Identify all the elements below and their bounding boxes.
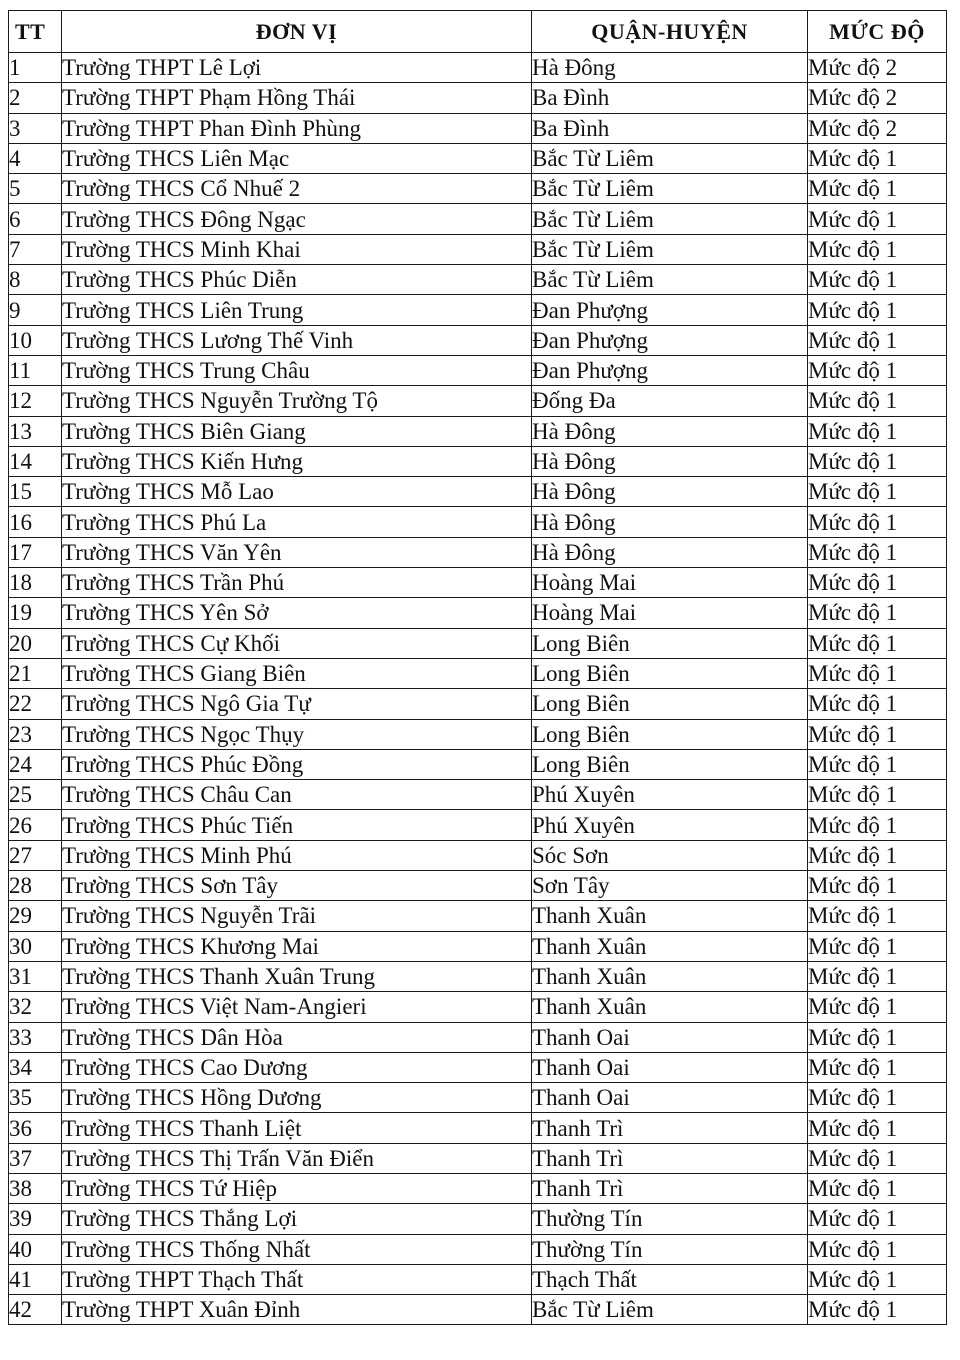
cell-district: Đống Đa <box>532 386 808 416</box>
cell-tt: 24 <box>9 749 62 779</box>
table-row <box>9 689 947 719</box>
cell-tt: 18 <box>9 568 62 598</box>
cell-unit: Trường THCS Mỗ Lao <box>62 477 532 507</box>
table-row <box>9 1264 947 1294</box>
table-row <box>9 1022 947 1052</box>
cell-unit: Trường THCS Lương Thế Vinh <box>62 325 532 355</box>
cell-level: Mức độ 1 <box>808 537 947 567</box>
cell-unit: Trường THCS Hồng Dương <box>62 1083 532 1113</box>
cell-tt: 12 <box>9 386 62 416</box>
table-row <box>9 1295 947 1325</box>
cell-tt: 6 <box>9 204 62 234</box>
cell-tt: 17 <box>9 537 62 567</box>
cell-level: Mức độ 1 <box>808 628 947 658</box>
cell-unit: Trường THCS Thống Nhất <box>62 1234 532 1264</box>
cell-tt: 8 <box>9 265 62 295</box>
cell-unit: Trường THCS Thanh Liệt <box>62 1113 532 1143</box>
cell-district: Hoàng Mai <box>532 568 808 598</box>
cell-district: Thanh Oai <box>532 1083 808 1113</box>
cell-unit: Trường THCS Châu Can <box>62 780 532 810</box>
table-row <box>9 477 947 507</box>
cell-unit: Trường THCS Phúc Đồng <box>62 749 532 779</box>
cell-unit: Trường THPT Lê Lợi <box>62 53 532 83</box>
cell-tt: 7 <box>9 234 62 264</box>
cell-tt: 5 <box>9 174 62 204</box>
cell-tt: 2 <box>9 83 62 113</box>
table-row <box>9 1083 947 1113</box>
header-tt: TT <box>9 11 62 53</box>
table-row <box>9 537 947 567</box>
cell-unit: Trường THCS Thanh Xuân Trung <box>62 961 532 991</box>
table-header <box>9 11 947 53</box>
cell-tt: 10 <box>9 325 62 355</box>
table-row <box>9 901 947 931</box>
cell-level: Mức độ 1 <box>808 325 947 355</box>
cell-level: Mức độ 1 <box>808 992 947 1022</box>
cell-district: Long Biên <box>532 628 808 658</box>
table-row <box>9 961 947 991</box>
cell-tt: 35 <box>9 1083 62 1113</box>
cell-unit: Trường THCS Trung Châu <box>62 355 532 385</box>
table-row <box>9 1234 947 1264</box>
cell-district: Bắc Từ Liêm <box>532 204 808 234</box>
header-unit: ĐƠN VỊ <box>62 11 532 53</box>
cell-tt: 3 <box>9 113 62 143</box>
cell-tt: 30 <box>9 931 62 961</box>
table-row <box>9 840 947 870</box>
table-row <box>9 1204 947 1234</box>
cell-level: Mức độ 1 <box>808 507 947 537</box>
cell-tt: 11 <box>9 355 62 385</box>
cell-unit: Trường THCS Cự Khối <box>62 628 532 658</box>
cell-tt: 42 <box>9 1295 62 1325</box>
cell-unit: Trường THCS Minh Phú <box>62 840 532 870</box>
cell-district: Đan Phượng <box>532 325 808 355</box>
cell-unit: Trường THCS Sơn Tây <box>62 871 532 901</box>
cell-tt: 37 <box>9 1143 62 1173</box>
cell-unit: Trường THCS Ngô Gia Tự <box>62 689 532 719</box>
cell-tt: 19 <box>9 598 62 628</box>
cell-unit: Trường THCS Cao Dương <box>62 1052 532 1082</box>
cell-level: Mức độ 1 <box>808 810 947 840</box>
cell-unit: Trường THCS Nguyễn Trãi <box>62 901 532 931</box>
cell-district: Thường Tín <box>532 1204 808 1234</box>
cell-tt: 31 <box>9 961 62 991</box>
cell-unit: Trường THCS Việt Nam-Angieri <box>62 992 532 1022</box>
table-row <box>9 386 947 416</box>
cell-tt: 15 <box>9 477 62 507</box>
cell-district: Thanh Xuân <box>532 992 808 1022</box>
cell-level: Mức độ 1 <box>808 780 947 810</box>
cell-district: Bắc Từ Liêm <box>532 174 808 204</box>
cell-district: Long Biên <box>532 719 808 749</box>
cell-tt: 14 <box>9 446 62 476</box>
cell-district: Thanh Xuân <box>532 931 808 961</box>
cell-district: Hà Đông <box>532 537 808 567</box>
cell-district: Thạch Thất <box>532 1264 808 1294</box>
cell-level: Mức độ 1 <box>808 1113 947 1143</box>
cell-level: Mức độ 1 <box>808 719 947 749</box>
cell-level: Mức độ 1 <box>808 1052 947 1082</box>
cell-unit: Trường THCS Phúc Tiến <box>62 810 532 840</box>
table-row <box>9 204 947 234</box>
cell-tt: 33 <box>9 1022 62 1052</box>
cell-tt: 9 <box>9 295 62 325</box>
header-row <box>9 11 947 53</box>
cell-level: Mức độ 1 <box>808 689 947 719</box>
cell-district: Sơn Tây <box>532 871 808 901</box>
cell-district: Bắc Từ Liêm <box>532 234 808 264</box>
cell-tt: 21 <box>9 658 62 688</box>
table-row <box>9 992 947 1022</box>
cell-level: Mức độ 2 <box>808 113 947 143</box>
cell-tt: 29 <box>9 901 62 931</box>
cell-district: Thanh Oai <box>532 1022 808 1052</box>
cell-district: Thanh Xuân <box>532 961 808 991</box>
cell-unit: Trường THCS Yên Sở <box>62 598 532 628</box>
cell-level: Mức độ 1 <box>808 871 947 901</box>
table-row <box>9 628 947 658</box>
cell-district: Sóc Sơn <box>532 840 808 870</box>
cell-district: Thanh Trì <box>532 1143 808 1173</box>
table-row <box>9 143 947 173</box>
cell-unit: Trường THCS Cổ Nhuế 2 <box>62 174 532 204</box>
cell-district: Hà Đông <box>532 477 808 507</box>
cell-unit: Trường THCS Nguyễn Trường Tộ <box>62 386 532 416</box>
cell-district: Bắc Từ Liêm <box>532 265 808 295</box>
table-row <box>9 1143 947 1173</box>
cell-level: Mức độ 2 <box>808 53 947 83</box>
cell-tt: 36 <box>9 1113 62 1143</box>
schools-table <box>8 10 947 1325</box>
cell-tt: 20 <box>9 628 62 658</box>
cell-unit: Trường THCS Thắng Lợi <box>62 1204 532 1234</box>
cell-district: Long Biên <box>532 749 808 779</box>
cell-district: Long Biên <box>532 658 808 688</box>
cell-tt: 25 <box>9 780 62 810</box>
cell-level: Mức độ 1 <box>808 931 947 961</box>
cell-level: Mức độ 1 <box>808 295 947 325</box>
cell-level: Mức độ 1 <box>808 1295 947 1325</box>
table-row <box>9 83 947 113</box>
cell-level: Mức độ 1 <box>808 598 947 628</box>
cell-tt: 16 <box>9 507 62 537</box>
cell-tt: 41 <box>9 1264 62 1294</box>
cell-level: Mức độ 1 <box>808 1234 947 1264</box>
cell-level: Mức độ 1 <box>808 568 947 598</box>
cell-level: Mức độ 1 <box>808 477 947 507</box>
cell-unit: Trường THCS Đông Ngạc <box>62 204 532 234</box>
cell-level: Mức độ 1 <box>808 143 947 173</box>
cell-district: Đan Phượng <box>532 295 808 325</box>
cell-tt: 13 <box>9 416 62 446</box>
cell-district: Phú Xuyên <box>532 780 808 810</box>
cell-unit: Trường THCS Liên Trung <box>62 295 532 325</box>
table-row <box>9 295 947 325</box>
cell-unit: Trường THCS Kiến Hưng <box>62 446 532 476</box>
cell-district: Hà Đông <box>532 53 808 83</box>
table-row <box>9 749 947 779</box>
table-body <box>9 53 947 1325</box>
cell-unit: Trường THCS Phú La <box>62 507 532 537</box>
cell-tt: 39 <box>9 1204 62 1234</box>
cell-district: Ba Đình <box>532 113 808 143</box>
table-row <box>9 780 947 810</box>
cell-tt: 34 <box>9 1052 62 1082</box>
cell-level: Mức độ 1 <box>808 234 947 264</box>
table-row <box>9 658 947 688</box>
cell-level: Mức độ 1 <box>808 355 947 385</box>
cell-district: Thanh Xuân <box>532 901 808 931</box>
cell-unit: Trường THCS Khương Mai <box>62 931 532 961</box>
table-row <box>9 931 947 961</box>
cell-district: Thanh Trì <box>532 1113 808 1143</box>
cell-unit: Trường THCS Minh Khai <box>62 234 532 264</box>
table-row <box>9 265 947 295</box>
cell-unit: Trường THCS Trần Phú <box>62 568 532 598</box>
table-row <box>9 568 947 598</box>
cell-unit: Trường THCS Tứ Hiệp <box>62 1173 532 1203</box>
table-row <box>9 113 947 143</box>
cell-level: Mức độ 1 <box>808 446 947 476</box>
cell-tt: 28 <box>9 871 62 901</box>
table-row <box>9 174 947 204</box>
cell-district: Hoàng Mai <box>532 598 808 628</box>
cell-level: Mức độ 1 <box>808 1083 947 1113</box>
cell-district: Hà Đông <box>532 507 808 537</box>
table-row <box>9 1052 947 1082</box>
table-row <box>9 810 947 840</box>
table-row <box>9 53 947 83</box>
cell-unit: Trường THPT Phạm Hồng Thái <box>62 83 532 113</box>
cell-level: Mức độ 1 <box>808 1143 947 1173</box>
cell-district: Thường Tín <box>532 1234 808 1264</box>
cell-level: Mức độ 1 <box>808 961 947 991</box>
cell-level: Mức độ 1 <box>808 1173 947 1203</box>
header-level: MỨC ĐỘ <box>808 11 947 53</box>
cell-unit: Trường THCS Ngọc Thụy <box>62 719 532 749</box>
cell-tt: 4 <box>9 143 62 173</box>
cell-district: Hà Đông <box>532 446 808 476</box>
cell-unit: Trường THPT Xuân Đỉnh <box>62 1295 532 1325</box>
cell-unit: Trường THCS Văn Yên <box>62 537 532 567</box>
cell-level: Mức độ 1 <box>808 840 947 870</box>
cell-district: Bắc Từ Liêm <box>532 143 808 173</box>
cell-tt: 32 <box>9 992 62 1022</box>
table-row <box>9 355 947 385</box>
cell-district: Long Biên <box>532 689 808 719</box>
cell-tt: 38 <box>9 1173 62 1203</box>
table-row <box>9 598 947 628</box>
header-district: QUẬN-HUYỆN <box>532 11 808 53</box>
table-row <box>9 234 947 264</box>
table-row <box>9 446 947 476</box>
table-row <box>9 871 947 901</box>
cell-level: Mức độ 1 <box>808 1204 947 1234</box>
table-row <box>9 416 947 446</box>
cell-level: Mức độ 1 <box>808 265 947 295</box>
cell-district: Phú Xuyên <box>532 810 808 840</box>
cell-tt: 23 <box>9 719 62 749</box>
table-row <box>9 1113 947 1143</box>
cell-tt: 40 <box>9 1234 62 1264</box>
cell-district: Đan Phượng <box>532 355 808 385</box>
cell-level: Mức độ 2 <box>808 83 947 113</box>
cell-unit: Trường THCS Thị Trấn Văn Điển <box>62 1143 532 1173</box>
cell-level: Mức độ 1 <box>808 416 947 446</box>
cell-level: Mức độ 1 <box>808 174 947 204</box>
table-row <box>9 1173 947 1203</box>
table-row <box>9 719 947 749</box>
cell-tt: 22 <box>9 689 62 719</box>
cell-unit: Trường THPT Phan Đình Phùng <box>62 113 532 143</box>
cell-level: Mức độ 1 <box>808 901 947 931</box>
cell-level: Mức độ 1 <box>808 204 947 234</box>
cell-unit: Trường THCS Liên Mạc <box>62 143 532 173</box>
cell-district: Thanh Oai <box>532 1052 808 1082</box>
table-row <box>9 325 947 355</box>
cell-unit: Trường THCS Giang Biên <box>62 658 532 688</box>
cell-level: Mức độ 1 <box>808 1022 947 1052</box>
cell-level: Mức độ 1 <box>808 1264 947 1294</box>
cell-district: Bắc Từ Liêm <box>532 1295 808 1325</box>
cell-level: Mức độ 1 <box>808 658 947 688</box>
cell-district: Hà Đông <box>532 416 808 446</box>
cell-district: Thanh Trì <box>532 1173 808 1203</box>
cell-tt: 26 <box>9 810 62 840</box>
cell-tt: 1 <box>9 53 62 83</box>
cell-tt: 27 <box>9 840 62 870</box>
cell-level: Mức độ 1 <box>808 386 947 416</box>
cell-unit: Trường THCS Dân Hòa <box>62 1022 532 1052</box>
cell-level: Mức độ 1 <box>808 749 947 779</box>
table-row <box>9 507 947 537</box>
cell-unit: Trường THPT Thạch Thất <box>62 1264 532 1294</box>
cell-district: Ba Đình <box>532 83 808 113</box>
cell-unit: Trường THCS Phúc Diễn <box>62 265 532 295</box>
cell-unit: Trường THCS Biên Giang <box>62 416 532 446</box>
